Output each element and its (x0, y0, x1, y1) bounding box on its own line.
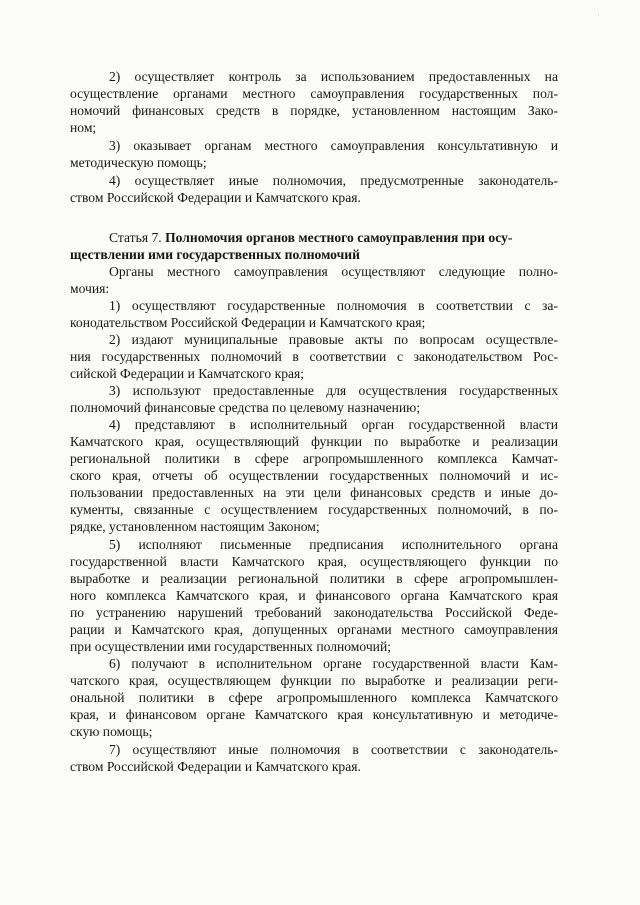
text-line: конодательством Российской Федерации и Камчатского края; (70, 315, 426, 330)
text-line: ством Российской Федерации и Камчатского края. (70, 190, 361, 205)
text-line: рации и Камчатского края, допущенных органами местного самоуправления (70, 622, 558, 637)
text-line: ного комплекса Камчатского края, и финансового органа Камчатского края (70, 588, 558, 603)
article-heading (109, 230, 558, 246)
corner-mark: · (597, 10, 600, 20)
text-line: 4) осуществляет иные полномочия, предусмотренные законодатель- (109, 173, 558, 188)
text-line: края, и финансовом органе Камчатского края консультативную и методиче- (70, 707, 558, 722)
text-line: номочий финансовых средств в порядке, установленном настоящим Зако- (70, 103, 558, 118)
text-line: кументы, связанные с осуществлением государственных полномочий, в по- (70, 502, 558, 517)
text-line: 5) исполняют письменные предписания исполнительного органа (109, 537, 558, 552)
article-title-part1: Полномочия органов местного самоуправления при осу- (165, 230, 513, 245)
text-line: 2) осуществляет контроль за использованием предоставленных на (109, 69, 558, 84)
text-line: 2) издают муниципальные правовые акты по вопросам осуществле- (109, 332, 558, 347)
text-line: сийской Федерации и Камчатского края; (70, 366, 305, 381)
text-line: ния государственных полномочий в соответствии с законодательством Рос- (70, 349, 558, 364)
text-line: Камчатского края, осуществляющий функции по выработке и реализации (70, 434, 558, 449)
text-line: скую помощь; (70, 724, 153, 739)
text-line: государственной власти Камчатского края, осуществляющего функции по (70, 554, 558, 569)
text-line: 3) оказывает органам местного самоуправления консультативную и (109, 138, 558, 153)
text-line: 7) осуществляют иные полномочия в соответствии с законодатель- (109, 742, 558, 757)
text-line: ональной политики в сфере агропромышленного комплекса Камчатского (70, 690, 558, 705)
text-line: ном; (70, 120, 97, 135)
text-line: ского края, отчеты об осуществлении государственных полномочий и ис- (70, 468, 558, 483)
text-line: полномочий финансовые средства по целевому назначению; (70, 400, 421, 415)
text-line: 3) используют предоставленные для осуществления государственных (109, 383, 558, 398)
text-line: 6) получают в исполнительном органе государственной власти Кам- (109, 656, 558, 671)
text-line: ством Российской Федерации и Камчатского края. (70, 759, 361, 774)
text-line: при осуществлении ими государственных полномочий; (70, 639, 392, 654)
text-line: Органы местного самоуправления осуществляют следующие полно- (109, 264, 558, 279)
text-line: мочия: (70, 281, 110, 296)
text-line: рядке, установленном настоящим Законом; (70, 519, 320, 534)
text-line: осуществление органами местного самоуправления государственных пол- (70, 86, 558, 101)
text-line: методическую помощь; (70, 155, 207, 170)
text-line: пользовании предоставленных на эти цели финансовых средств и иные до- (70, 485, 558, 500)
text-line: по устранению нарушений требований законодательства Российской Феде- (70, 605, 558, 620)
article-title-part2: ществлении ими государственных полномочий (70, 247, 360, 262)
text-line: 1) осуществляют государственные полномочия в соответствии с за- (109, 298, 558, 313)
article-number: Статья 7. (109, 230, 166, 245)
text-line: выработке и реализации региональной политики в сфере агропромышлен- (70, 571, 558, 586)
text-line: региональной политики в сфере агропромышленного комплекса Камчат- (70, 451, 558, 466)
text-line: чатского края, осуществляющем функции по выработке и реализации реги- (70, 673, 558, 688)
text-line: 4) представляют в исполнительный орган государственной власти (109, 417, 558, 432)
